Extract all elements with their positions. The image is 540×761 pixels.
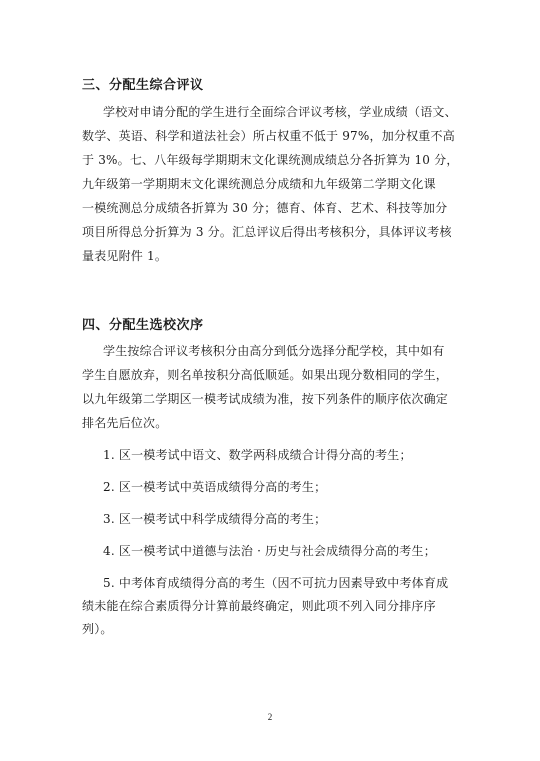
section-3-heading: 三、分配生综合评议 <box>82 78 204 93</box>
paragraph-line: 学生自愿放弃，则名单按积分高低顺延。如果出现分数相同的学生， <box>82 368 449 382</box>
paragraph-line: 九年级第一学期期末文化课统测总分成绩和九年级第二学期文化课 <box>82 177 436 191</box>
condition-item-continued: 列）。 <box>82 622 113 636</box>
paragraph-line: 学校对申请分配的学生进行全面综合评议考核，学业成绩（语文、 <box>103 105 457 119</box>
condition-item: 5. 中考体育成绩得分高的考生（因不可抗力因素导致中考体育成 <box>103 576 449 590</box>
condition-item: 1. 区一模考试中语文、数学两科成绩合计得分高的考生； <box>103 448 412 462</box>
paragraph-line: 项目所得总分折算为 3 分。汇总评议后得出考核积分，具体评议考核 <box>82 225 452 239</box>
paragraph-line: 以九年级第二学期区一模考试成绩为准，按下列条件的顺序依次确定 <box>82 392 449 406</box>
paragraph-line: 学生按综合评议考核积分由高分到低分选择分配学校，其中如有 <box>103 344 445 358</box>
condition-item-continued: 绩未能在综合素质得分计算前最终确定，则此项不列入同分排序序 <box>82 599 436 613</box>
section-4-heading: 四、分配生选校次序 <box>82 318 204 333</box>
paragraph-line: 一模统测总分成绩各折算为 30 分；德育、体育、艺术、科技等加分 <box>82 201 448 215</box>
condition-item: 4. 区一模考试中道德与法治 · 历史与社会成绩得分高的考生； <box>103 544 436 558</box>
paragraph-line: 量表见附件 1。 <box>82 249 168 263</box>
paragraph-line: 于 3%。七、八年级每学期期末文化课统测成绩总分各折算为 10 分， <box>82 153 459 167</box>
condition-item: 3. 区一模考试中科学成绩得分高的考生； <box>103 512 327 526</box>
paragraph-line: 排名先后位次。 <box>82 416 168 430</box>
paragraph-line: 数学、英语、科学和道法社会）所占权重不低于 97%，加分权重不高 <box>82 129 455 143</box>
page-number: 2 <box>267 712 273 722</box>
condition-item: 2. 区一模考试中英语成绩得分高的考生； <box>103 480 327 494</box>
